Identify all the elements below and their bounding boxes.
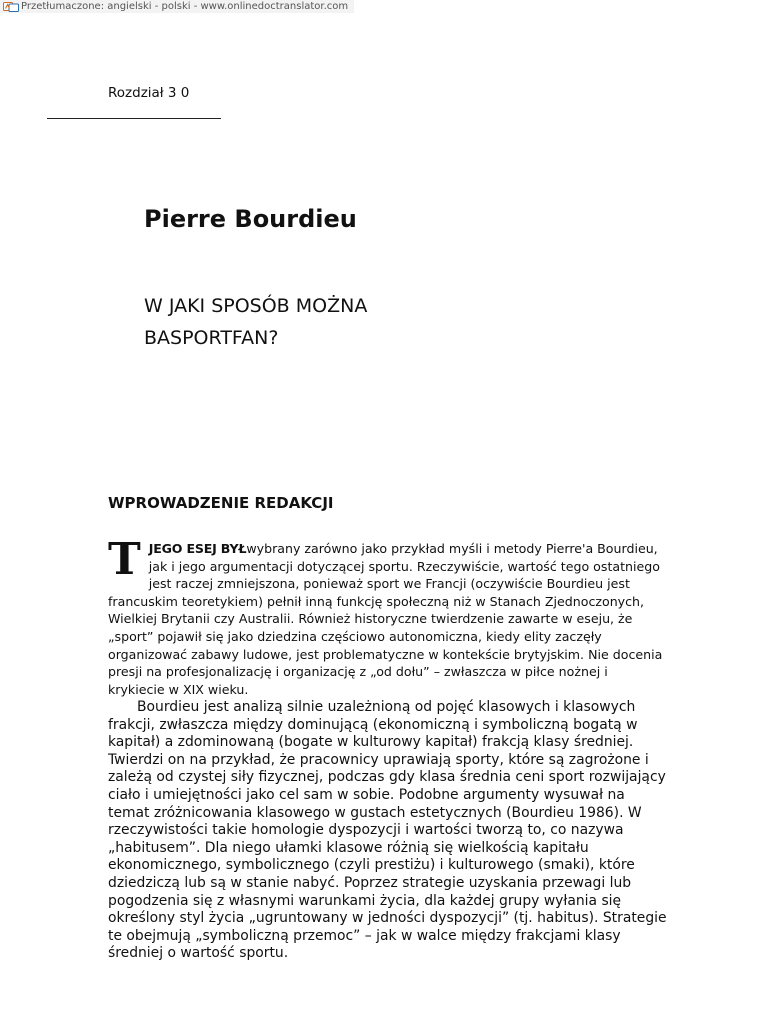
chapter-divider (47, 118, 221, 119)
author-name: Pierre Bourdieu (144, 205, 357, 233)
translator-banner[interactable] (0, 0, 354, 13)
intro-paragraph (108, 534, 668, 698)
essay-title-line-2: BASPORTFAN? (144, 327, 279, 349)
chapter-label: Rozdział 3 0 (108, 85, 190, 101)
drop-cap: T (108, 534, 141, 585)
essay-title (144, 290, 504, 354)
lead-in-text: JEGO ESEJ BYŁ (148, 541, 247, 556)
intro-paragraph-text: wybrany zarówno jako przykład myśli i metody Pierre'a Bourdieu, jak i jego argumentacji dotyczącej sportu. Rzeczywiście, wartość tego ostatniego jest raczej zmniejszona, ponieważ sport we Francji (oczywiście Bourdieu jest francuskim teoretykiem) pełnił inną funkcję społeczną niż w Stanach Zjednoczonych, Wielkiej Brytanii czy Australii. Również historyczne twierdzenie zawarte w eseju, że „sport” pojawił się jako dziedzina częściowo autonomiczna, kiedy elity zaczęły organizować zabawy ludowe, jest problematyczne w kontekście brytyjskim. Nie docenia presji na profesjonalizację i organizację z „od dołu” – zwłaszcza w piłce nożnej i krykiecie w XIX wieku. (108, 541, 663, 697)
translator-logo-icon (3, 2, 19, 12)
translator-banner-text[interactable]: Przetłumaczone: angielski - polski - www.onlinedoctranslator.com (21, 1, 349, 12)
section-heading: WPROWADZENIE REDAKCJI (108, 494, 334, 512)
body-paragraph: Bourdieu jest analizą silnie uzależnioną od pojęć klasowych i klasowych frakcji, zwłaszcza między dominującą (ekonomiczną i symboliczną bogatą w kapitał) a zdominowaną (bogate w kulturowy kapitał) frakcją klasy średniej. Twierdzi on na przykład, że pracownicy uprawiają sporty, które są zagrożone i zależą od czystej siły fizycznej, podczas gdy klasa średnia ceni sport rozwijający ciało i umiejętności jako cel sam w sobie. Podobne argumenty wysuwał na temat zróżnicowania klasowego w gustach estetycznych (Bourdieu 1986). W rzeczywistości takie homologie dyspozycji i wartości tworzą to, co nazywa „habitusem”. Dla niego ułamki klasowe różnią się wielkością kapitału ekonomicznego, symbolicznego (czyli prestiżu) i kulturowego (smaki), które dziedziczą lub są w stanie nabyć. Poprzez strategie uzyskania przewagi lub pogodzenia się z własnymi warunkami życia, dla każdej grupy wyłania się określony styl życia „ugruntowany w jedności dyspozycji” (tj. habitus). Strategie te obejmują „symboliczną przemoc” – jak w walce między frakcjami klasy średniej o wartość sportu. (108, 699, 667, 962)
essay-title-line-1: W JAKI SPOSÓB MOŻNA (144, 295, 368, 317)
